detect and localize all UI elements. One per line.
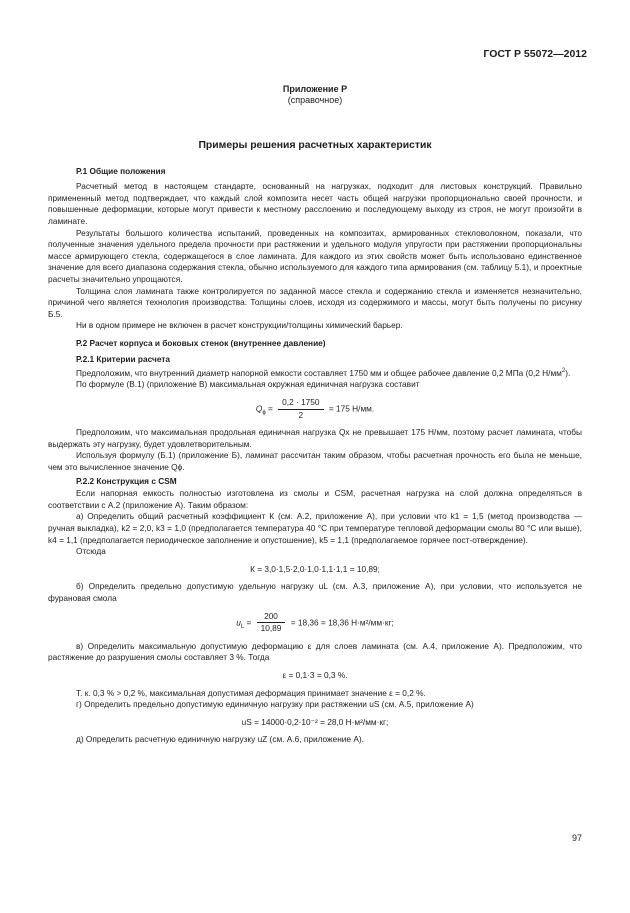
paragraph: Результаты большого количества испытаний, проведенных на композитах, армированных стекловолокном, показали, что полученные значения удельного предела прочности при растяжении и удельного модуля упругости при растяжении пропорциональны массе армирующего стекла, содержащегося в слое ламината. Для каждого из этих свойств может быть использовано единственное значение для всего диапазона содержания стекла, обычно используемого для каждого типа армирования (см. таблицу 5.1), и проектные расчеты значительно упрощаются. — [48, 227, 582, 284]
paragraph: Отсюда — [76, 546, 106, 557]
page-content — [48, 84, 582, 746]
paragraph: Толщина слоя ламината также контролируется по заданной массе стекла и содержанию стекла и изменяется незначительно, причиной чего является технология производства. Толщины слоев, исходя из содержимого и массы, могут быть получены по рисунку Б.5. — [48, 285, 582, 319]
subsection-heading: Р.2.1 Критерии расчета — [76, 353, 170, 364]
appendix-title: Приложение Р — [282, 84, 348, 94]
paragraph: Ни в одном примере не включен в расчет конструкции/толщины химический барьер. — [76, 320, 403, 331]
fraction: $\frac{0,2 \cdot 1750}{2}$ — [278, 397, 323, 421]
fraction: $\frac{200}{10,89}$ — [257, 611, 286, 635]
formula-epsilon: ε = 0,1·3 = 0,3 %. — [282, 669, 348, 680]
paragraph: б) Определить предельно допустимую удельную нагрузку uL (см. А.3, приложение А), при условии, что используется не фурановая смола — [48, 581, 582, 603]
paragraph: г) Определить предельно допустимую единичную нагрузку при растяжении uS (см. А.5, приложение А) — [76, 699, 474, 710]
subsection-heading: Р.2.2 Конструкция с CSM — [76, 475, 177, 486]
paragraph: Если напорная емкость полностью изготовлена из смолы и CSM, расчетная нагрузка на слой должна определяться в соответствии с А.2 (приложение А). Таким образом: — [48, 488, 582, 510]
section-heading: Р.2 Расчет корпуса и боковых стенок (внутреннее давление) — [76, 337, 326, 348]
paragraph: а) Определить общий расчетный коэффициент К (см. А.2, приложение А), при условии что k1 = 1,5 (метод производства — ручная выкладка), k2 = 2,0, k3 = 1,0 (предполагается температура 40 °С при температуре тепловой деформации смолы 80 °С или выше), k4 = 1,1 (предполагается периодическое заполнение и опустошение), k5 = 1,1 (предполагаемое горячее пост-отверждение). — [48, 511, 582, 545]
paragraph: Предположим, что максимальная продольная единичная нагрузка Qx не превышает 175 Н/мм, поэтому расчет ламината, чтобы выдержать эту нагрузку, будет удовлетворительным. — [48, 427, 582, 449]
paragraph: Используя формулу (Б.1) (приложение Б), ламинат рассчитан таким образом, чтобы расчетная прочность его была не меньше, чем это вычисленное значение Qϕ. — [48, 450, 582, 473]
formula-ul: $u_L$ = $\frac{200}{10,89}$ = 18,36 = 18,36 Н·м²/мм·кг; — [236, 610, 394, 634]
formula-k: К = 3,0·1,5·2,0·1,0·1,1·1,1 = 10,89; — [250, 563, 380, 574]
main-title: Примеры решения расчетных характеристик — [198, 140, 432, 151]
paragraph: в) Определить максимальную допустимую деформацию ε для слоев ламината (см. А.4, приложение А). Предположим, что растяжение до разрушения смолы составляет 3 %. Тогда — [48, 640, 582, 663]
section-heading: Р.1 Общие положения — [76, 165, 166, 176]
paragraph: Предположим, что внутренний диаметр напорной емкости составляет 1750 мм и общее рабочее давление 0,2 МПа (0,2 $Н/мм^2$). — [76, 367, 571, 378]
paragraph: Т. к. 0,3 % > 0,2 %, максимальная допустимая деформация принимает значение ε = 0,2 %. — [76, 687, 426, 698]
formula-hoop-load: $Q_\phi$ = $\frac{0,2 \cdot 1750}{2}$ = 175 Н/мм. — [255, 397, 375, 420]
paragraph: По формуле (В.1) (приложение В) максимальная окружная единичная нагрузка составит — [76, 379, 420, 390]
page-number: 97 — [571, 833, 582, 844]
standard-number: ГОСТ Р 55072—2012 — [483, 48, 587, 60]
paragraph: Расчетный метод в настоящем стандарте, основанный на нагрузках, подходит для листовых конструкций. Правильно примененный метод подтверждает, что каждый слой композита несет часть общей нагрузки пропорционально своей прочности, и повышенные деформации, которые могут привести к местному расслоению и последующему выходу из строя, не могут произойти в ламинате. — [48, 181, 582, 226]
appendix-subtitle: (справочное) — [287, 95, 343, 105]
paragraph: д) Определить расчетную единичную нагрузку uZ (см. А.6, приложение А). — [76, 734, 364, 745]
formula-us: uS = 14000·0,2·10⁻² = 28,0 Н·м²/мм·кг; — [241, 716, 389, 727]
